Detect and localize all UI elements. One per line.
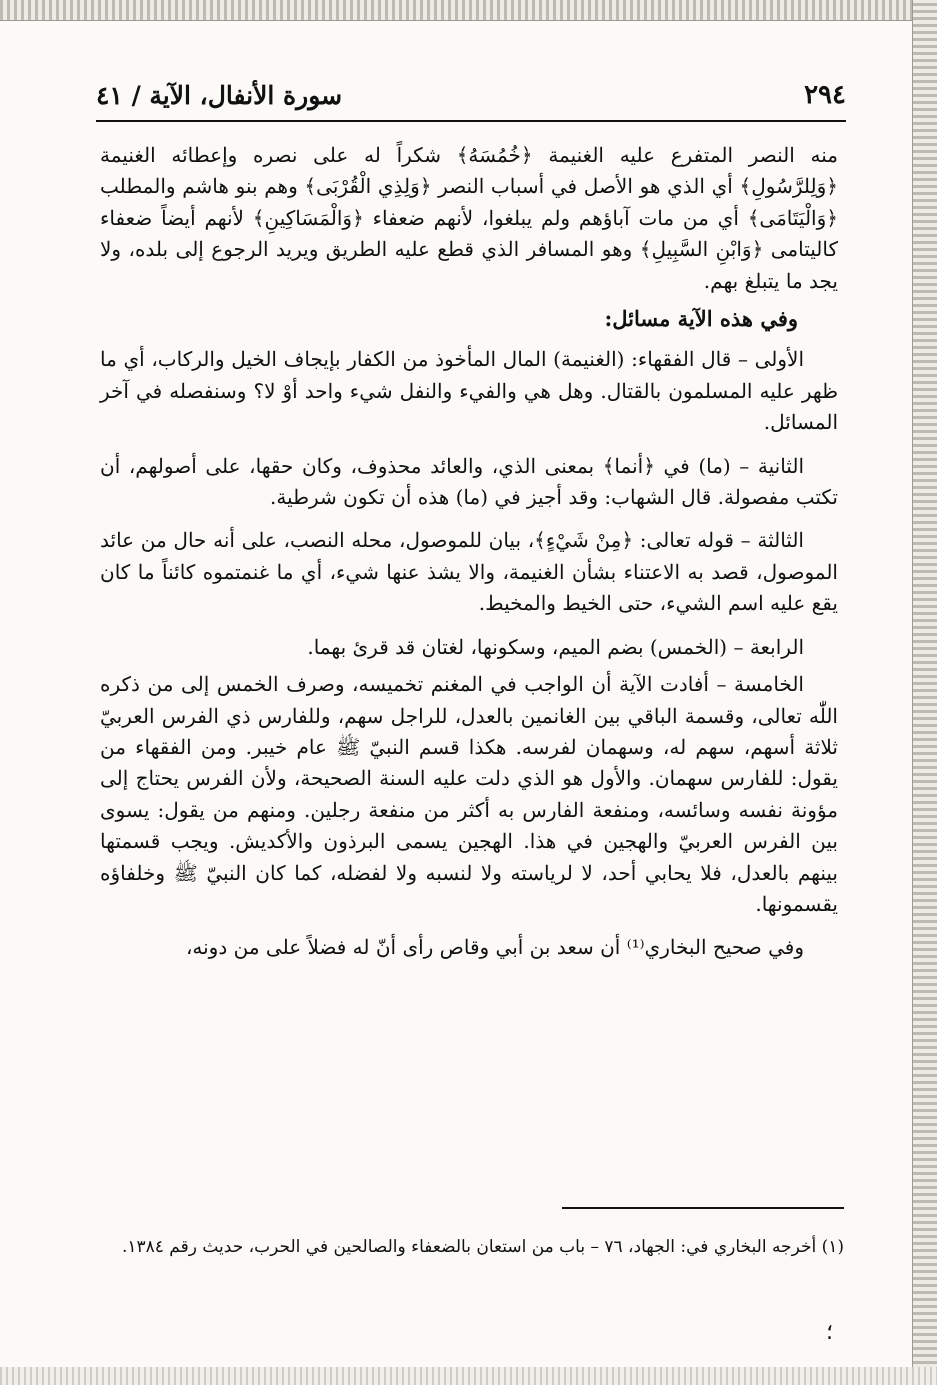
running-title: سورة الأنفال، الآية / ٤١ xyxy=(96,80,343,110)
section-heading: وفي هذه الآية مسائل: xyxy=(604,306,798,332)
footnote-divider xyxy=(562,1207,844,1209)
decorative-border-right xyxy=(912,0,937,1385)
paragraph-issue-4: الرابعة – (الخمس) بضم الميم، وسكونها، لغتان قد قرئ بهما. xyxy=(307,634,804,659)
decorative-border-top xyxy=(0,0,937,21)
decorative-border-bottom xyxy=(0,1367,937,1385)
paragraph-issue-1: الأولى – قال الفقهاء: (الغنيمة) المال المأخوذ من الكفار بإيجاف الخيل والركاب، أي ما ظهر عليه المسلمون بالقتال. وهل هي والفيء والنفل شيء واحد أوْ لا؟ وسنفصله في آخر المسائل. xyxy=(100,347,838,435)
intro-paragraph: منه النصر المتفرع عليه الغنيمة ﴿خُمُسَهُ﴾ شكراً له على نصره وإعطائه الغنيمة ﴿وَلِلرَّسُولِ﴾ أي الذي هو الأصل في أسباب النصر ﴿وَلِذِي الْقُرْبَى﴾ وهم بنو هاشم والمطلب ﴿وَالْيَتَامَى﴾ أي من مات آباؤهم ولم يبلغوا، لأنهم ضعفاء ﴿وَالْمَسَاكِينِ﴾ لأنهم أيضاً ضعفاء كاليتامى ﴿وَابْنِ السَّبِيلِ﴾ وهو المسافر الذي قطع عليه الطريق ويريد الرجوع إلى بلده، ولا يجد ما يتبلغ بهم. xyxy=(100,143,838,293)
paragraph-issue-5: الخامسة – أفادت الآية أن الواجب في المغنم تخميسه، وصرف الخمس إلى من ذكره اللّٰه تعالى، وقسمة الباقي بين الغانمين بالعدل، للراجل سهم، وللفارس ذي الفرس العربيّ ثلاثة أسهم، سهم له، وسهمان لفرسه. هكذا قسم النبيّ ﷺ عام خيبر. ومن الفقهاء من يقول: للفارس سهمان. والأول هو الذي دلت عليه السنة الصحيحة، ولأن الفرس يحتاج إلى مؤونة نفسه وسائسه، ومنفعة الفارس به أكثر من منفعة رجلين. ومنهم من يقول: يسوى بين الفرس العربيّ والهجين في هذا. الهجين يسمى البرذون والأكديش. ويجب قسمتها بينهم بالعدل، فلا يحابي أحد، لا لرياسته ولا لنسبه ولا لفضله، كما كان النبيّ ﷺ وخلفاؤه يقسمونها. xyxy=(100,672,839,916)
paragraph-issue-2: الثانية – (ما) في ﴿أنما﴾ بمعنى الذي، والعائد محذوف، وكان حقها، على أصولهم، أن تكتب مفصولة. قال الشهاب: وقد أجيز في (ما) هذه أن تكون شرطية. xyxy=(100,453,838,510)
corner-mark: ؛ xyxy=(826,1320,833,1345)
main-text xyxy=(100,140,838,970)
footnote-text: (١) أخرجه البخاري في: الجهاد، ٧٦ – باب من استعان بالضعفاء والصالحين في الحرب، حديث رقم ١٣٨٤. xyxy=(121,1237,844,1257)
footnote xyxy=(108,1232,844,1262)
paragraph-issue-3: الثالثة – قوله تعالى: ﴿مِنْ شَيْءٍ﴾، بيان للموصول، محله النصب، على أنه حال من عائد الموصول، قصد به الاعتناء بشأن الغنيمة، والا يشذ عنها شيء، أي ما غنمتموه كائناً ما كان يقع عليه اسم الشيء، حتى الخيط والمخيط. xyxy=(100,528,838,616)
paragraph-bukhari: وفي صحيح البخاري⁽¹⁾ أن سعد بن أبي وقاص رأى أنّ له فضلاً على من دونه، xyxy=(185,935,804,960)
page-number: ٢٩٤ xyxy=(804,80,846,110)
running-header xyxy=(96,70,846,122)
